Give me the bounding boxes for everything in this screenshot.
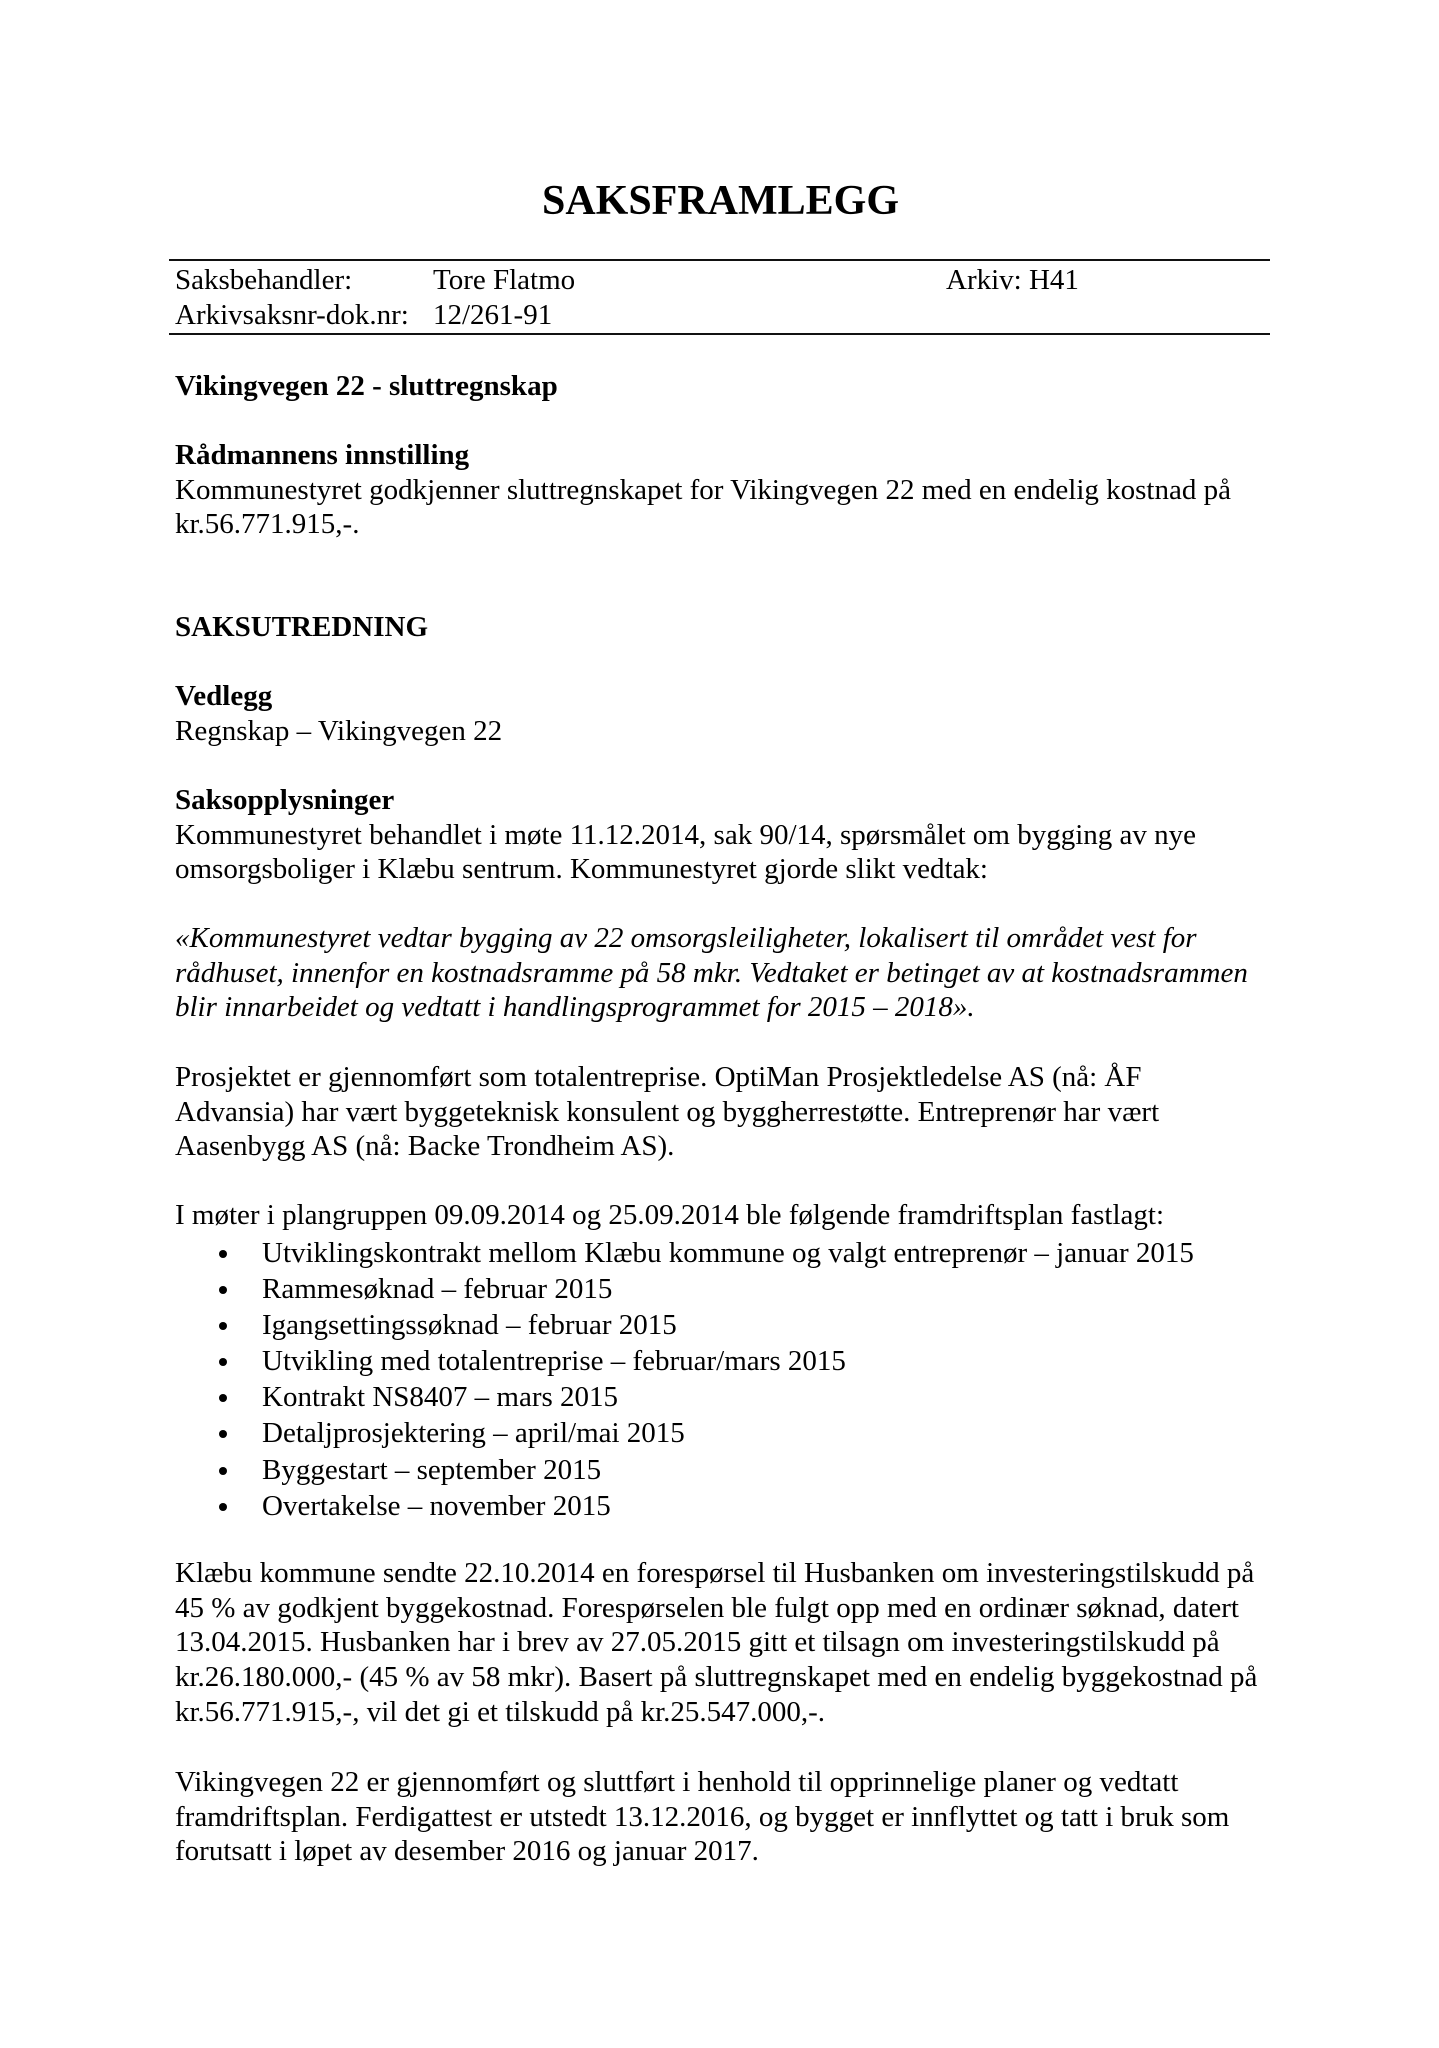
recommendation-heading: Rådmannens innstilling: [175, 439, 470, 471]
bullet-icon: [219, 1394, 227, 1402]
attachments-section: [175, 679, 502, 748]
case-info-intro-line: Kommunestyret behandlet i møte 11.12.2014, sak 90/14, spørsmålet om bygging av nye: [175, 818, 1197, 851]
bullet-icon: [219, 1358, 227, 1366]
schedule-item: [175, 1415, 1194, 1451]
schedule-item: [175, 1452, 1194, 1488]
schedule-item: [175, 1379, 1194, 1415]
completion-line: forutsatt i løpet av desember 2016 og januar 2017.: [175, 1835, 759, 1868]
project-line: Advansia) har vært byggeteknisk konsulent og byggherrestøtte. Entreprenør har vært: [175, 1095, 1160, 1128]
funding-line: 13.04.2015. Husbanken har i brev av 27.05.2015 gitt et tilsagn om investeringstilskudd på: [175, 1626, 1220, 1659]
document-title-text: SAKSFRAMLEGG: [541, 178, 900, 224]
completion-line: Vikingvegen 22 er gjennomført og sluttført i henhold til opprinnelige planer og vedtatt: [175, 1766, 1179, 1798]
bullet-icon: [219, 1322, 227, 1330]
schedule-item-text: Overtakelse – november 2015: [262, 1489, 611, 1522]
recommendation-section: [175, 438, 1231, 542]
arkiv-code: Arkiv: H41: [946, 264, 1079, 296]
saksbehandler-value: Tore Flatmo: [433, 264, 576, 296]
funding-line: Klæbu kommune sendte 22.10.2014 en forespørsel til Husbanken om investeringstilskudd på: [175, 1557, 1255, 1589]
plan-intro: I møter i plangruppen 09.09.2014 og 25.09.2014 ble følgende framdriftsplan fastlagt:: [175, 1199, 1165, 1231]
attachment-item: Regnskap – Vikingvegen 22: [175, 714, 503, 747]
schedule-item: [175, 1488, 1194, 1524]
header-bottom-rule: [169, 333, 1270, 335]
document-title: [0, 177, 1439, 225]
schedule-item: [175, 1235, 1194, 1271]
schedule-item-text: Kontrakt NS8407 – mars 2015: [262, 1381, 619, 1414]
case-info-section: [175, 783, 1196, 887]
schedule-item-text: Igangsettingssøknad – februar 2015: [262, 1309, 677, 1342]
bullet-icon: [219, 1467, 227, 1475]
council-decision-quote: [175, 921, 1248, 1025]
recommendation-line: kr.56.771.915,-.: [175, 508, 360, 541]
header-top-rule: [169, 259, 1270, 261]
completion-line: framdriftsplan. Ferdigattest er utstedt 13.12.2016, og bygget er innflyttet og tatt i bruk som: [175, 1800, 1230, 1833]
arkivsaksnr-label: Arkivsaksnr-dok.nr:: [175, 299, 409, 331]
quote-line: «Kommunestyret vedtar bygging av 22 omsorgsleiligheter, lokalisert til området vest for: [175, 922, 1197, 954]
schedule-item-text: Rammesøknad – februar 2015: [262, 1273, 613, 1306]
bullet-icon: [219, 1250, 227, 1258]
schedule-item-text: Byggestart – september 2015: [262, 1453, 602, 1486]
quote-line: rådhuset, innenfor en kostnadsramme på 58 mkr. Vedtaket er betinget av at kostnadsrammen: [175, 956, 1248, 989]
bullet-icon: [219, 1430, 227, 1438]
funding-line: kr.56.771.915,-, vil det gi et tilskudd på kr.25.547.000,-.: [175, 1695, 826, 1728]
project-line: Aasenbygg AS (nå: Backe Trondheim AS).: [175, 1130, 675, 1163]
bullet-icon: [219, 1286, 227, 1294]
schedule-item: [175, 1307, 1194, 1343]
saksbehandler-label: Saksbehandler:: [175, 264, 353, 296]
schedule-item: [175, 1343, 1194, 1379]
bullet-icon: [219, 1503, 227, 1511]
schedule-item-text: Detaljprosjektering – april/mai 2015: [262, 1417, 685, 1450]
schedule-item: [175, 1271, 1194, 1307]
recommendation-line: Kommunestyret godkjenner sluttregnskapet for Vikingvegen 22 med en endelig kostnad på: [175, 473, 1231, 506]
schedule-item-text: Utvikling med totalentreprise – februar/mars 2015: [262, 1345, 846, 1378]
quote-line: blir innarbeidet og vedtatt i handlingsprogrammet for 2015 – 2018».: [175, 991, 975, 1024]
case-info-heading: Saksopplysninger: [175, 784, 395, 816]
completion-paragraph: [175, 1765, 1229, 1869]
section-heading-saksutredning: SAKSUTREDNING: [175, 611, 428, 643]
funding-paragraph: [175, 1556, 1257, 1730]
funding-line: 45 % av godkjent byggekostnad. Forespørselen ble fulgt opp med en ordinær søknad, datert: [175, 1591, 1239, 1624]
schedule-list: [175, 1235, 1194, 1524]
funding-line: kr.26.180.000,- (45 % av 58 mkr). Basert på sluttregnskapet med en endelig byggekostnad på: [175, 1661, 1258, 1694]
project-line: Prosjektet er gjennomført som totalentreprise. OptiMan Prosjektledelse AS (nå: ÅF: [175, 1061, 1142, 1093]
case-title: Vikingvegen 22 - sluttregnskap: [175, 370, 558, 402]
case-info-intro-line: omsorgsboliger i Klæbu sentrum. Kommunestyret gjorde slikt vedtak:: [175, 853, 988, 886]
schedule-item-text: Utviklingskontrakt mellom Klæbu kommune og valgt entreprenør – januar 2015: [262, 1237, 1194, 1269]
arkivsaksnr-value: 12/261-91: [433, 299, 553, 331]
attachments-heading: Vedlegg: [175, 680, 273, 712]
project-paragraph: [175, 1060, 1159, 1164]
